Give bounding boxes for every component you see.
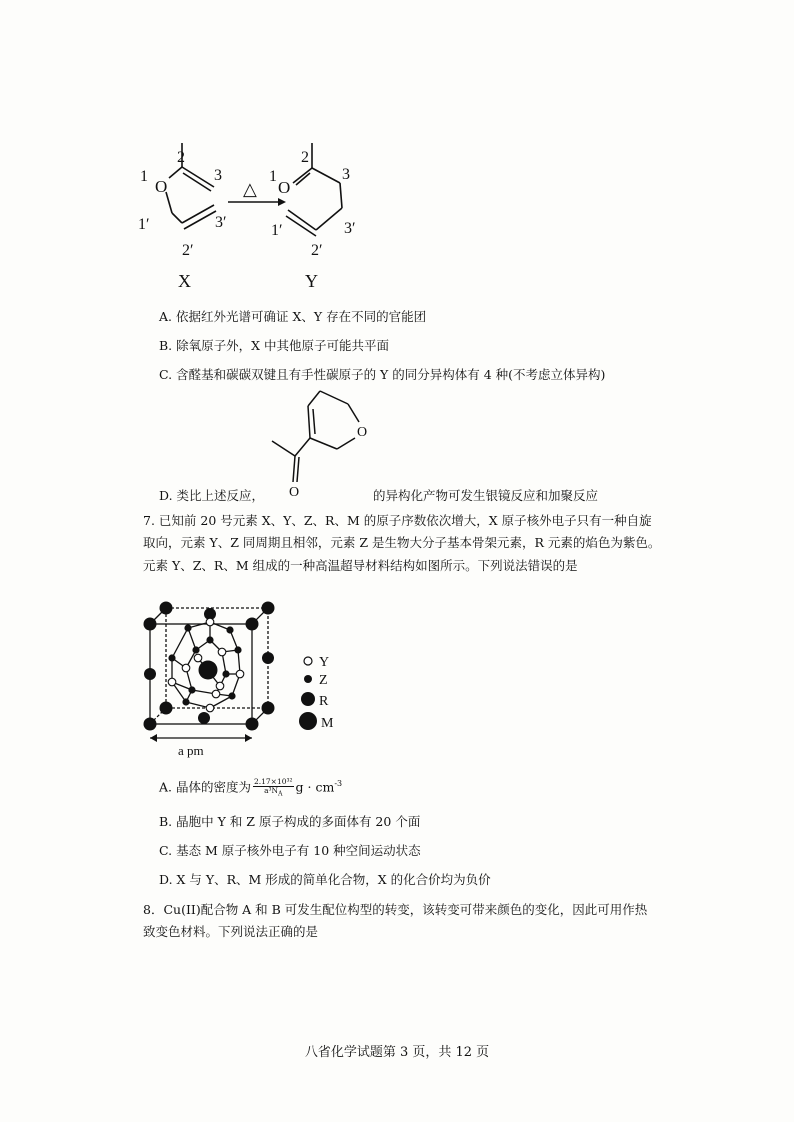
y-label-3: 3	[342, 166, 350, 183]
density-unit-exponent: -3	[334, 779, 343, 789]
ring-oxygen: O	[357, 425, 368, 440]
legend-y-label: Y	[319, 655, 330, 670]
compound-y-name: Y	[305, 271, 318, 291]
legend-r-marker	[301, 692, 315, 706]
x-oxygen: O	[155, 177, 168, 196]
q8-stem-line-2: 致变色材料。下列说法正确的是	[143, 924, 319, 940]
page-footer: 八省化学试题第 3 页，共 12 页	[304, 1045, 490, 1060]
q6-option-d-prefix: D. 类比上述反应，	[159, 488, 265, 503]
q8-stem	[143, 899, 647, 944]
x-label-1: 1	[140, 168, 148, 185]
q6-option-d-suffix: 的异构化产物可发生银镜反应和加聚反应	[373, 488, 599, 503]
x-label-2p: 2′	[182, 242, 194, 259]
heat-symbol: △	[243, 179, 257, 199]
x-label-3p: 3′	[215, 214, 227, 231]
q6-option-b: B. 除氧原子外，X 中其他原子可能共平面	[159, 338, 390, 353]
q6-option-a: A. 依据红外光谱可确证 X、Y 存在不同的官能团	[159, 309, 427, 324]
density-numerator: 2.17×10³²	[253, 777, 293, 786]
q7-stem-line-1: 7. 已知前 20 号元素 X、Y、Z、R、M 的原子序数依次增大，X 原子核外电子只有一种自旋	[143, 513, 652, 528]
q7-option-a-prefix: A. 晶体的密度为	[159, 779, 251, 795]
q8-stem-line-1: 8．Cu(II)配合物 A 和 B 可发生配位构型的转变，该转变可带来颜色的变化，因此可用作热	[143, 902, 648, 917]
y-label-1p: 1′	[271, 222, 283, 239]
q7-stem	[143, 510, 660, 577]
reaction-scheme	[130, 135, 390, 295]
q6-d-structure	[262, 386, 382, 500]
q6-option-c: C. 含醛基和碳碳双键且有手性碳原子的 Y 的同分异构体有 4 种(不考虑立体异构)	[159, 367, 606, 382]
x-label-3: 3	[214, 167, 222, 184]
q7-option-a	[159, 778, 342, 798]
carbonyl-oxygen: O	[289, 485, 300, 500]
q7-option-c: C. 基态 M 原子核外电子有 10 种空间运动状态	[159, 843, 421, 858]
crystal-unit-cell	[138, 598, 288, 760]
x-label-2: 2	[177, 149, 185, 166]
legend-r-label: R	[319, 694, 329, 709]
legend-y-marker	[304, 657, 312, 665]
crystal-legend	[298, 651, 348, 731]
density-unit: g · cm	[295, 779, 335, 795]
y-label-2: 2	[301, 149, 309, 166]
y-label-3p: 3′	[344, 220, 356, 237]
y-oxygen: O	[278, 178, 291, 197]
x-label-1p: 1′	[138, 216, 150, 233]
q7-stem-line-2: 取向，元素 Y、Z 同周期且相邻，元素 Z 是生物大分子基本骨架元素，R 元素的焰色为紫色。	[143, 535, 661, 551]
q7-stem-line-3: 元素 Y、Z、R、M 组成的一种高温超导材料结构如图所示。下列说法错误的是	[143, 557, 578, 573]
legend-m-label: M	[321, 716, 334, 731]
compound-x-name: X	[178, 271, 191, 291]
y-label-2p: 2′	[311, 242, 323, 259]
q7-option-b: B. 晶胞中 Y 和 Z 原子构成的多面体有 20 个面	[159, 814, 421, 829]
density-fraction	[253, 778, 294, 798]
q7-option-d: D. X 与 Y、R、M 形成的简单化合物，X 的化合价均为负价	[159, 872, 491, 887]
legend-z-label: Z	[319, 673, 328, 688]
legend-z-marker	[304, 675, 312, 683]
y-label-1: 1	[269, 168, 277, 185]
density-denominator: $a^3N_A$	[264, 785, 283, 798]
legend-m-marker	[299, 712, 317, 730]
cell-parameter-label: a pm	[178, 743, 204, 758]
